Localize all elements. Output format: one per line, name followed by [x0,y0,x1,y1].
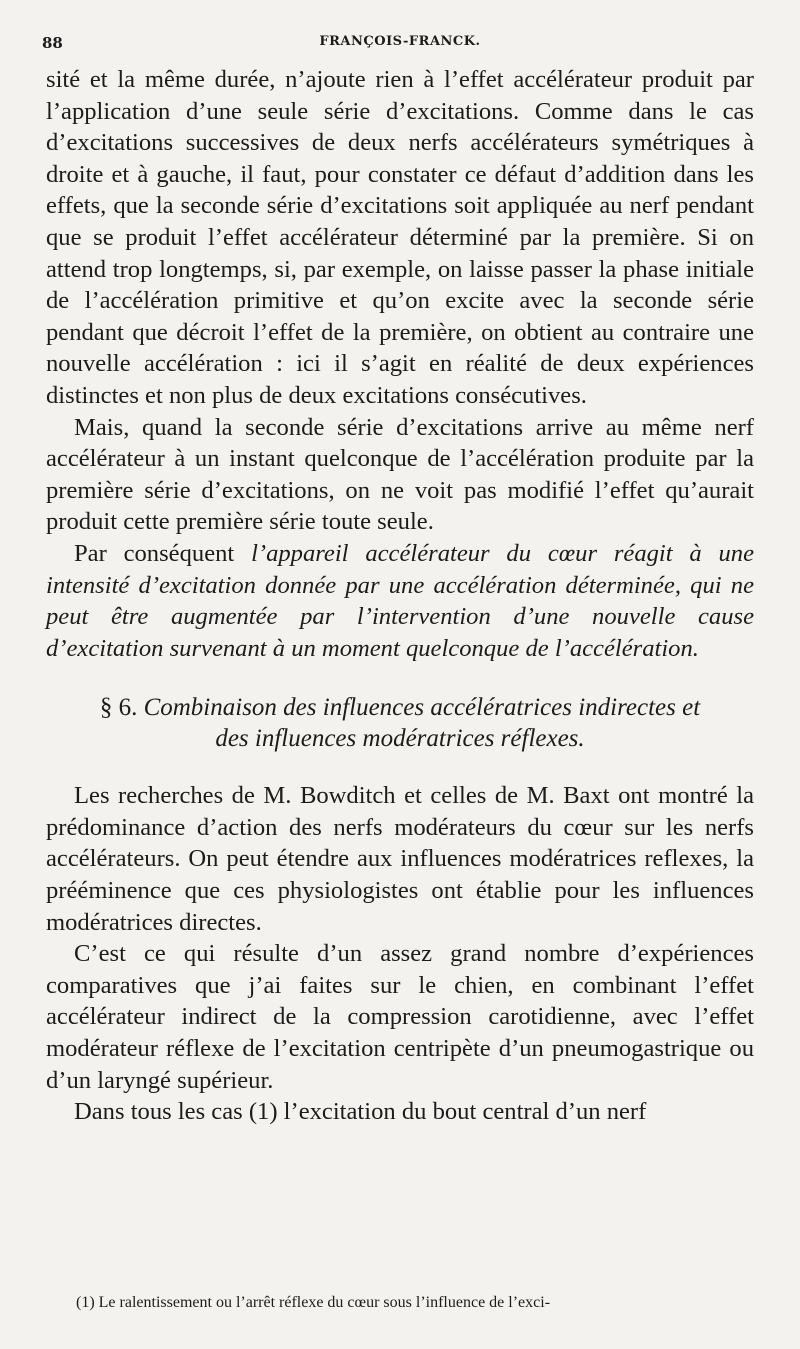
section-title-line-1: Combinaison des influences accélératrices indirectes et [143,694,701,722]
footnote: (1) Le ralentissement ou l’arrêt réflexe du cœur sous l’influence de l’exci- [76,1294,551,1311]
section-number: § 6. [99,694,138,722]
paragraph-continued: sité et la même durée, n’ajoute rien à l’effet accélérateur produit par l’application d’une seule série d’excitations. Comme dans le cas d’excitations successives de deux nerfs accélérateurs symétriques à droite et à gauche, il faut, pour constater ce défaut d’addition dans les effets, que la seconde série d’excitations soit appliquée au nerf pendant que se produit l’effet accélérateur déterminé par la première. Si on attend trop longtemps, si, par exemple, on laisse passer la phase initiale de l’accélération primitive et qu’on excite avec la seconde série pendant que décroit l’effet de la première, on obtient au contraire une nouvelle accélération : ici il s’agit en réalité de deux expériences distinctes et non plus de deux excitations consécutives. [46,66,754,409]
page-header [42,34,758,56]
conclusion-lead: Par conséquent [74,539,252,567]
running-head: FRANÇOIS-FRANCK. [319,34,481,49]
paragraph: Les recherches de M. Bowditch et celles de M. Baxt ont montré la prédominance d’action des nerfs modérateurs du cœur sur les nerfs accélérateurs. On peut étendre aux influences modératrices reflexes, la prééminence que ces physiologistes ont établie pour les influences modératrices directes. [46,782,754,936]
paragraph-conclusion [46,538,754,664]
body-text [46,64,754,1128]
paragraph: Dans tous les cas (1) l’excitation du bout central d’un nerf [74,1098,647,1126]
conclusion-italic: l’appareil accélérateur du cœur réagit à une intensité d’excitation donnée par une accélération déterminée, qui ne peut être augmentée par l’intervention d’une nouvelle cause d’excitation survenant à un moment quelconque de l’accélération. [46,539,755,662]
section-title-line-2: des influences modératrices réflexes. [215,725,585,753]
section-heading-line-1 [46,692,754,723]
section-heading [46,692,754,754]
paragraph: C’est ce qui résulte d’un assez grand nombre d’expériences comparatives que j’ai faites sur le chien, en combinant l’effet accélérateur indirect de la compression carotidienne, avec l’effet modérateur réflexe de l’excitation centripète d’un pneumogastrique ou d’un laryngé supérieur. [46,940,754,1094]
paragraph: Mais, quand la seconde série d’excitations arrive au même nerf accélérateur à un instant quelconque de l’accélération produite par la première série d’excitations, on ne voit pas modifié l’effet qu’aurait produit cette première série toute seule. [46,413,754,536]
page-number: 88 [42,34,63,52]
